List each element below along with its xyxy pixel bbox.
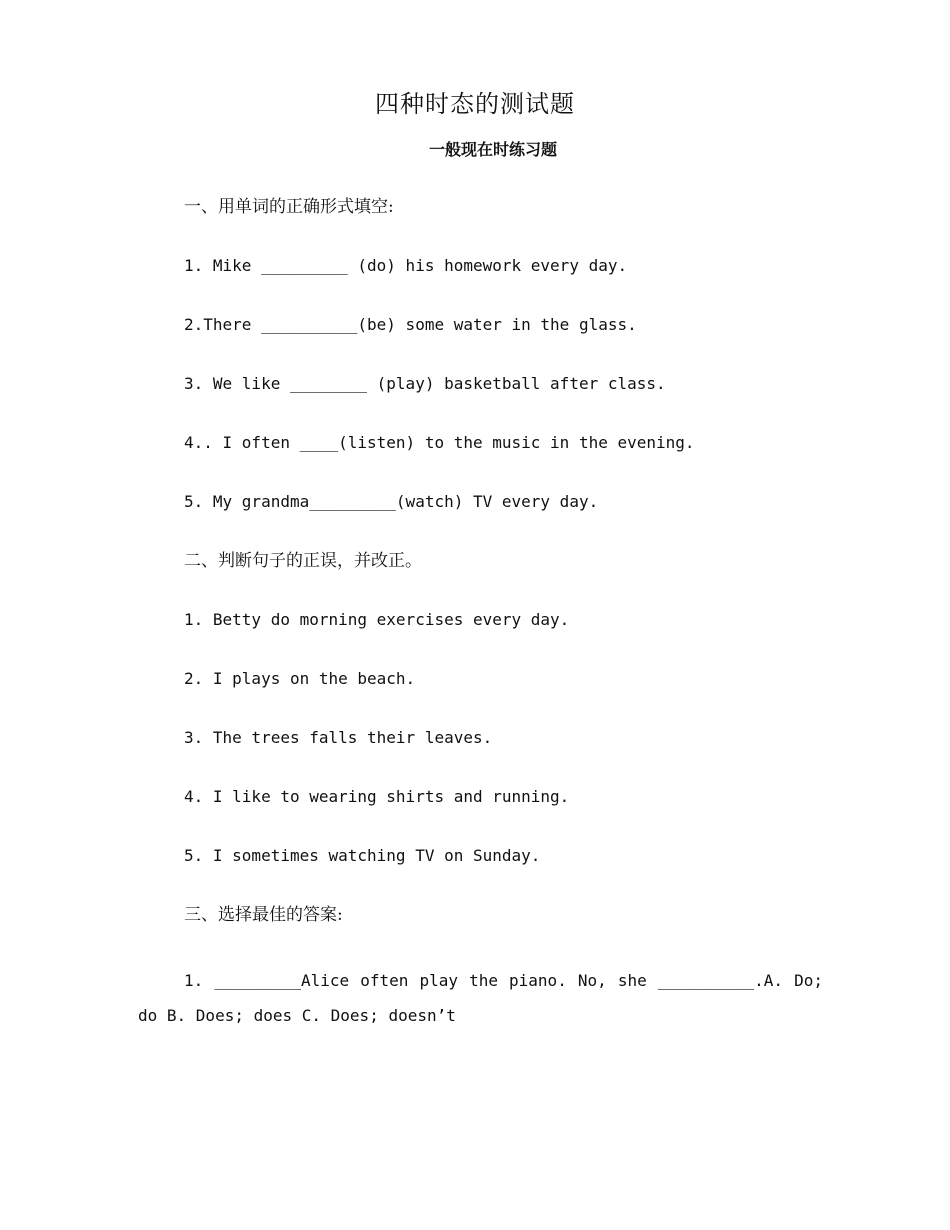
section-3-item-1: 1. _________Alice often play the piano. No, she __________.A. Do; do B. Does; does C. Does; doesn’t xyxy=(138,971,823,1025)
document-title: 四种时态的测试题 xyxy=(375,90,575,118)
section-2-item-1: 1. Betty do morning exercises every day. xyxy=(184,610,570,629)
section-2-item-4: 4. I like to wearing shirts and running. xyxy=(184,787,570,806)
document-subtitle: 一般现在时练习题 xyxy=(429,140,558,159)
section-3-heading: 三、选择最佳的答案: xyxy=(184,905,343,925)
section-2-item-5: 5. I sometimes watching TV on Sunday. xyxy=(184,846,541,865)
section-1-item-5: 5. My grandma_________(watch) TV every day. xyxy=(184,492,599,511)
section-2-item-3: 3. The trees falls their leaves. xyxy=(184,728,493,747)
section-1-item-2: 2.There __________(be) some water in the glass. xyxy=(184,315,637,334)
section-1-item-1: 1. Mike _________ (do) his homework every day. xyxy=(184,256,628,275)
section-1-heading: 一、用单词的正确形式填空: xyxy=(184,197,394,217)
section-1-item-3: 3. We like ________ (play) basketball after class. xyxy=(184,374,666,393)
section-1-item-4: 4.. I often ____(listen) to the music in the evening. xyxy=(184,433,695,452)
section-2-heading: 二、判断句子的正误，并改正。 xyxy=(184,551,422,571)
section-2-item-2: 2. I plays on the beach. xyxy=(184,669,416,688)
